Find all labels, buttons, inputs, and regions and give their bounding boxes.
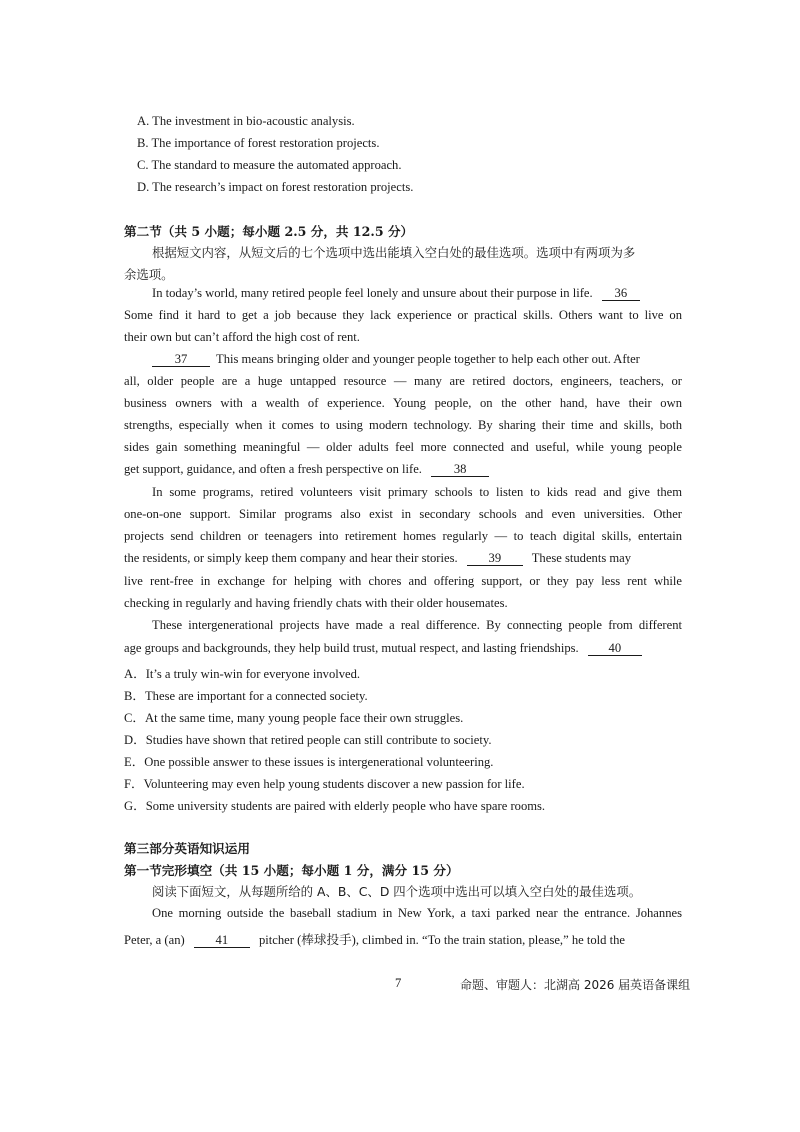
page-number: 7 <box>395 976 402 990</box>
part3-text-2b: pitcher (棒球投手), climbed in. “To the train station, please,” he told the <box>259 933 625 947</box>
p1-line-2: Some find it hard to get a job because they lack experience or practical skills. Others want to live on <box>124 308 682 322</box>
p2-text-6: get support, guidance, and often a fresh perspective on life. <box>124 462 422 476</box>
part3-line-1: One morning outside the baseball stadium in New York, a taxi parked near the entrance. Johannes <box>152 906 682 920</box>
prev-option-b: B. The importance of forest restoration projects. <box>137 136 380 150</box>
p1-text-1: In today’s world, many retired people feel lonely and unsure about their purpose in life. <box>152 286 593 300</box>
blank-36: 36 <box>602 286 640 301</box>
prev-option-d: D. The research’s impact on forest restoration projects. <box>137 180 414 194</box>
prev-option-a: A. The investment in bio-acoustic analysis. <box>137 114 355 128</box>
p2-text-1: This means bringing older and younger people together to help each other out. After <box>216 352 640 366</box>
p4-text-2: age groups and backgrounds, they help build trust, mutual respect, and lasting friendships. <box>124 641 579 655</box>
p3-line-3: projects send children or teenagers into retirement homes regularly — to teach digital skills, entertain <box>124 529 682 543</box>
p1-line-1 <box>152 286 682 301</box>
option-d: D．Studies have shown that retired people can still contribute to society. <box>124 733 492 747</box>
p2-line-3: business owners with a wealth of experience. Young people, on the other hand, have their own <box>124 396 682 410</box>
part3-subheading: 第一节完形填空（共 15 小题；每小题 1 分，满分 15 分） <box>124 863 459 878</box>
p3-line-1: In some programs, retired volunteers visit primary schools to listen to kids read and give them <box>152 485 682 499</box>
part3-instruction: 阅读下面短文，从每题所给的 A、B、C、D 四个选项中选出可以填入空白处的最佳选项。 <box>152 884 642 899</box>
blank-39: 39 <box>467 551 523 566</box>
blank-40: 40 <box>588 641 642 656</box>
section2-instruction-1: 根据短文内容，从短文后的七个选项中选出能填入空白处的最佳选项。选项中有两项为多 <box>152 245 636 260</box>
p3-text-4b: These students may <box>531 551 632 565</box>
part3-text-2a: Peter, a (an) <box>124 933 185 947</box>
p2-line-4: strengths, especially when it comes to using modern technology. By sharing their time and skills, both <box>124 418 682 432</box>
p3-line-4 <box>124 551 682 566</box>
p3-line-6: checking in regularly and having friendly chats with their older housemates. <box>124 596 508 610</box>
blank-38: 38 <box>431 462 489 477</box>
prev-option-c: C. The standard to measure the automated approach. <box>137 158 402 172</box>
p3-line-2: one-on-one support. Similar programs also exist in secondary schools and even universities. Other <box>124 507 682 521</box>
p4-line-1: These intergenerational projects have made a real difference. By connecting people from different <box>152 618 682 632</box>
part3-line-2 <box>124 929 682 948</box>
p2-line-6 <box>124 462 682 477</box>
option-g: G．Some university students are paired with elderly people who have spare rooms. <box>124 799 546 813</box>
option-a: A．It’s a truly win-win for everyone involved. <box>124 667 361 681</box>
footer-credit: 命题、审题人：北湖高 2026 届英语备课组 <box>460 978 691 992</box>
p2-line-1 <box>152 352 682 367</box>
p3-text-4: the residents, or simply keep them company and hear their stories. <box>124 551 458 565</box>
section2-instruction-2: 余选项。 <box>124 267 174 282</box>
option-c: C．At the same time, many young people face their own struggles. <box>124 711 464 725</box>
p3-line-5: live rent-free in exchange for helping with chores and offering support, or they pay less rent while <box>124 574 682 588</box>
p2-line-2: all, older people are a huge untapped resource — many are retired doctors, engineers, teachers, or <box>124 374 682 388</box>
option-f: F．Volunteering may even help young students discover a new passion for life. <box>124 777 525 791</box>
option-b: B．These are important for a connected society. <box>124 689 368 703</box>
p4-line-2 <box>124 641 682 656</box>
section2-heading: 第二节（共 5 小题；每小题 2.5 分，共 12.5 分） <box>124 224 414 239</box>
blank-41: 41 <box>194 933 250 948</box>
p2-line-5: sides gain something meaningful — older adults feel more connected and useful, while young people <box>124 440 682 454</box>
p1-line-3: their own but can’t afford the high cost of rent. <box>124 330 360 344</box>
option-e: E．One possible answer to these issues is intergenerational volunteering. <box>124 755 494 769</box>
part3-heading: 第三部分英语知识运用 <box>124 841 250 856</box>
blank-37: 37 <box>152 352 210 367</box>
